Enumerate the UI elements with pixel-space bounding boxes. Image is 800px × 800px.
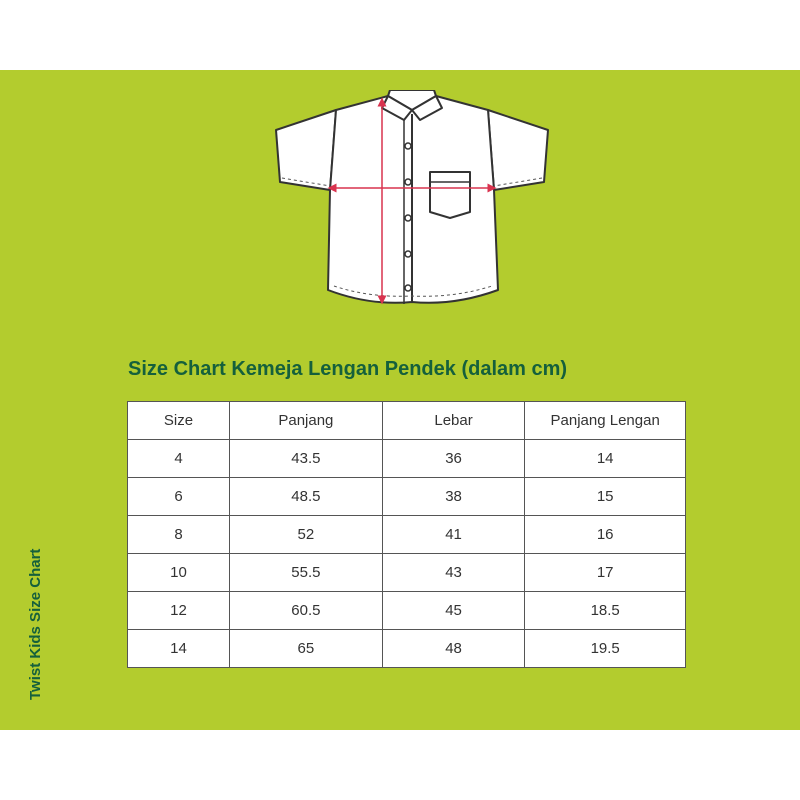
header-lebar: Lebar — [382, 402, 525, 440]
cell-panjang: 52 — [230, 516, 383, 554]
cell-panjang-lengan: 19.5 — [525, 630, 686, 668]
table-row — [128, 516, 686, 554]
cell-panjang: 48.5 — [230, 478, 383, 516]
cell-panjang-lengan: 15 — [525, 478, 686, 516]
size-chart-title: Size Chart Kemeja Lengan Pendek (dalam cm) — [128, 358, 568, 380]
cell-panjang-lengan: 16 — [525, 516, 686, 554]
cell-lebar: 36 — [382, 440, 525, 478]
table-row — [128, 478, 686, 516]
cell-lebar: 38 — [382, 478, 525, 516]
table-row — [128, 554, 686, 592]
cell-lebar: 41 — [382, 516, 525, 554]
cell-size: 10 — [128, 554, 230, 592]
cell-panjang: 60.5 — [230, 592, 383, 630]
cell-size: 6 — [128, 478, 230, 516]
table-header-row — [128, 402, 686, 440]
table-row — [128, 440, 686, 478]
side-label: Twist Kids Size Chart — [27, 548, 44, 700]
shirt-illustration — [274, 90, 550, 322]
cell-panjang: 65 — [230, 630, 383, 668]
cell-panjang: 55.5 — [230, 554, 383, 592]
table-row — [128, 592, 686, 630]
table-row — [128, 630, 686, 668]
cell-size: 14 — [128, 630, 230, 668]
cell-size: 8 — [128, 516, 230, 554]
cell-size: 4 — [128, 440, 230, 478]
cell-size: 12 — [128, 592, 230, 630]
cell-panjang-lengan: 18.5 — [525, 592, 686, 630]
cell-panjang-lengan: 17 — [525, 554, 686, 592]
cell-panjang: 43.5 — [230, 440, 383, 478]
cell-lebar: 43 — [382, 554, 525, 592]
cell-lebar: 48 — [382, 630, 525, 668]
header-size: Size — [128, 402, 230, 440]
size-chart-panel — [0, 70, 800, 730]
header-panjang-lengan: Panjang Lengan — [525, 402, 686, 440]
cell-panjang-lengan: 14 — [525, 440, 686, 478]
size-table — [127, 401, 686, 668]
header-panjang: Panjang — [230, 402, 383, 440]
cell-lebar: 45 — [382, 592, 525, 630]
